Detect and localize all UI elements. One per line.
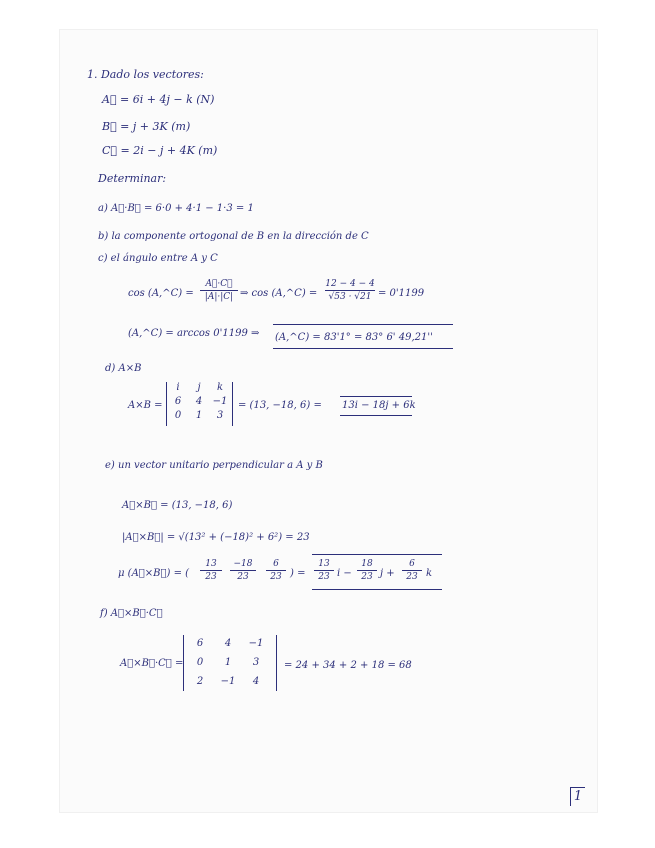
fraction-bar [200,290,238,291]
mu-k-term: k [426,568,433,579]
result-underline [312,589,442,590]
matrix-cell: i [176,382,180,393]
mu-result-frac-1 [314,559,334,582]
mu-result-frac-2 [357,559,377,582]
axb-result: = (13, −18, 6) = [238,400,322,411]
fraction-bar [402,570,422,571]
mu-result-frac-3 [402,559,422,582]
angle-result: (A,^C) = 83'1° = 83° 6' 49,21'' [275,332,433,343]
matrix-cell: −1 [212,396,228,407]
fraction-bar [357,570,377,571]
result-overline [340,396,412,397]
fraction-numerator: 13 [205,559,217,569]
fraction-bar [314,570,334,571]
axb-norm: |A⃗×B⃗| = √(13² + (−18)² + 6²) = 23 [122,532,310,543]
result-underline [273,348,453,349]
matrix-cell: 4 [195,396,203,407]
fraction-dot-over-norms [200,279,238,302]
fraction-numerator: A⃗·C⃗ [205,279,233,289]
cos-prefix: cos (A,^C) = [128,288,194,299]
fraction-numerator: 6 [409,559,415,569]
matrix-cell: 6 [174,396,182,407]
matrix-cell: −1 [248,638,264,649]
fraction-denominator: 23 [237,572,249,582]
fraction-bar [266,570,286,571]
determinant-left-bar [166,382,167,426]
matrix-cell: 0 [174,410,182,421]
mu-fraction-2 [230,559,256,582]
matrix-cell: 3 [216,410,224,421]
fraction-numerator: 6 [273,559,279,569]
mu-equals: ) = [290,568,306,579]
result-underline [340,415,412,416]
part-b: b) la componente ortogonal de B en la dirección de C [98,231,369,242]
matrix-cell: 4 [224,638,232,649]
determinant-right-bar [276,635,277,691]
part-f-label: f) A⃗×B⃗·C⃗ [100,608,163,619]
fraction-numeric [325,279,375,302]
mu-i-term: i − [337,568,352,579]
mu-fraction-3 [266,559,286,582]
matrix-cell: k [216,382,224,393]
matrix-cell: 0 [196,657,204,668]
matrix-cell: −1 [220,676,236,687]
determine-label: Determinar: [98,172,167,185]
axb-lhs: A×B = [128,400,163,411]
result-overline [273,324,453,325]
matrix-cell: 1 [224,657,232,668]
page-number: 1 [570,787,585,806]
axb-vector: A⃗×B⃗ = (13, −18, 6) [122,500,233,511]
fraction-numerator: −18 [233,559,253,569]
matrix-cell: 3 [252,657,260,668]
vector-b: B⃗ = j + 3K (m) [102,120,191,133]
fraction-bar [230,570,256,571]
fraction-denominator: |A|·|C| [204,292,234,302]
fraction-numerator: 13 [318,559,330,569]
matrix-cell: 2 [196,676,204,687]
fraction-denominator: √53 · √21 [328,292,372,302]
matrix-cell: 6 [196,638,204,649]
matrix-cell: 4 [252,676,260,687]
fraction-denominator: 23 [205,572,217,582]
handwritten-page [60,30,597,812]
vector-c: C⃗ = 2i − j + 4K (m) [102,144,218,157]
matrix-cell: 1 [195,410,203,421]
part-c-label: c) el ángulo entre A y C [98,253,218,264]
fraction-denominator: 23 [406,572,418,582]
mu-fraction-1 [200,559,222,582]
triple-product-lhs: A⃗×B⃗·C⃗ = [120,658,184,669]
fraction-numerator: 18 [361,559,373,569]
part-e-label: e) un vector unitario perpendicular a A y B [105,460,323,471]
mu-prefix: μ (A⃗×B⃗) = ( [118,568,190,579]
vector-a: A⃗ = 6i + 4j − k (N) [102,93,215,106]
axb-boxed-result: 13i − 18j + 6k [342,400,416,411]
arccos-line: (A,^C) = arccos 0'1199 ⇒ [128,328,260,339]
fraction-denominator: 23 [270,572,282,582]
determinant-right-bar [232,382,233,426]
part-d-label: d) A×B [105,363,142,374]
mu-j-term: j + [380,568,395,579]
determinant-left-bar [183,635,184,691]
matrix-cell: j [197,382,201,393]
problem-title: 1. Dado los vectores: [87,68,204,81]
result-overline [312,554,442,555]
triple-product-result: = 24 + 34 + 2 + 18 = 68 [284,660,412,671]
cos-result: = 0'1199 [378,288,425,299]
fraction-numerator: 12 − 4 − 4 [325,279,375,289]
fraction-bar [325,290,375,291]
fraction-denominator: 23 [361,572,373,582]
fraction-bar [200,570,222,571]
fraction-denominator: 23 [318,572,330,582]
implies-cos: ⇒ cos (A,^C) = [240,288,318,299]
part-a: a) A⃗·B⃗ = 6·0 + 4·1 − 1·3 = 1 [98,203,254,214]
